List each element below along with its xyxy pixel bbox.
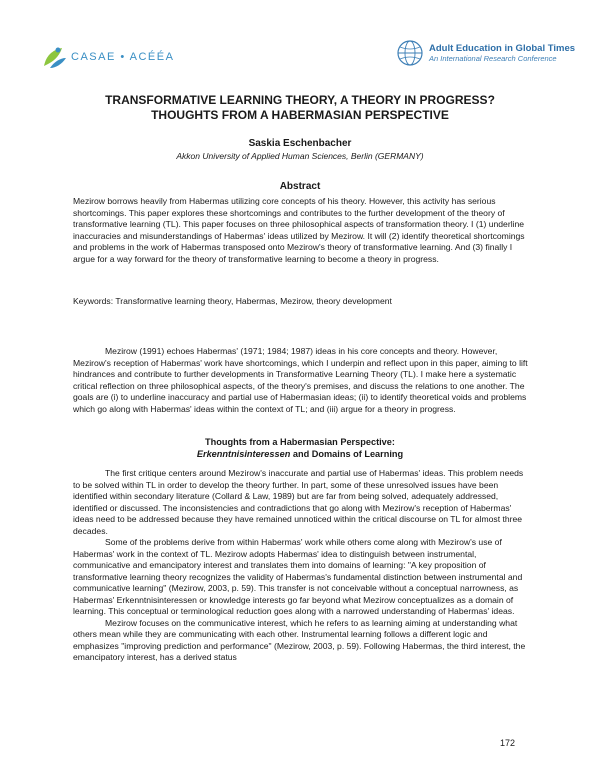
section-heading-rest: and Domains of Learning bbox=[290, 448, 404, 459]
page-number: 172 bbox=[500, 738, 516, 748]
paper-title-line2: THOUGHTS FROM A HABERMASIAN PERSPECTIVE bbox=[151, 107, 449, 122]
conference-title: Adult Education in Global Times bbox=[429, 42, 576, 54]
author-name: Saskia Eschenbacher bbox=[248, 138, 352, 149]
keywords: Keywords: Transformative learning theory, Habermas, Mezirow, theory development bbox=[73, 296, 392, 306]
body-paragraph: The first critique centers around Mezirow's inaccurate and partial use of Habermas' ideas. This problem needs to be solved within TL in order to develop the theory further. In part, some of these unresolved issues have been identified within secondary literature (Collard & Law, 1989) but are far from being solved, adequately addressed, identified or discussed. The inconsistencies and contradictions that go along with Mezirow's reception of Habermas' ideas need to be addressed because they have remained unnoticed within the critical discourse on TL for almost three decades. bbox=[73, 468, 524, 536]
body-paragraph: Some of the problems derive from within Habermas' work while others come along with Mezirow's use of Habermas' work in the context of TL. Mezirow adopts Habermas' idea to distinguish between instrumental, communicative and emancipatory interest and translates them into domains of learning: "A key proposition of transformative learning theory recognizes the validity of Habermas's fundamental distinction between instrumental and communicative learning" (Mezirow, 2003, p. 59). This transfer is not conceivable without a conceptual narrowness, as Habermas' Erkenntnisinteressen or knowledge interests go far beyond what Mezirow conceptualizes as a domain of learning. This conceptual or terminological reduction goes along with a narrowed understanding of Habermas' ideas. bbox=[73, 537, 523, 616]
abstract-heading: Abstract bbox=[279, 181, 321, 192]
casae-logo-text: CASAE • ACÉÉA bbox=[71, 51, 175, 63]
casae-leaf-icon bbox=[40, 44, 68, 70]
section-heading-line1: Thoughts from a Habermasian Perspective: bbox=[205, 437, 395, 447]
page-header bbox=[0, 0, 600, 80]
conference-subtitle: An International Research Conference bbox=[429, 53, 557, 63]
paper-title bbox=[60, 93, 540, 122]
globe-icon bbox=[395, 38, 425, 68]
section-heading-italic: Erkenntnisinteressen bbox=[196, 448, 291, 459]
section-heading bbox=[60, 437, 540, 460]
body-paragraph: Mezirow focuses on the communicative interest, which he refers to as learning aiming at understanding what others mean while they are communicating with each other. Instrumental learning follows a different logic and emphasizes "improving prediction and performance" (Mezirow, 2003, p. 59). Following Habermas, the third interest, the emancipatory interest, has a derived status bbox=[73, 617, 526, 662]
paper-title-line1: TRANSFORMATIVE LEARNING THEORY, A THEORY IN PROGRESS? bbox=[105, 93, 495, 107]
casae-logo bbox=[40, 44, 174, 70]
author-affiliation: Akkon University of Applied Human Sciences, Berlin (GERMANY) bbox=[176, 151, 424, 161]
conference-logo bbox=[395, 38, 575, 68]
abstract-text: Mezirow borrows heavily from Habermas utilizing core concepts of his theory. However, this activity has serious shortcomings. This paper explores these shortcomings and contributes to the further development of the theory of transformative learning (TL). This paper focuses on three philosophical aspects of transformation theory. I (1) underline inaccuracies and misunderstandings of Habermas' ideas utilized by Mezirow. It will (2) identify theoretical shortcomings and problems in the work of Habermas transposed onto Mezirow's theory of transformative learning. And (3) finally I argue for a way forward for the theory of transformative learning to become a theory in progress. bbox=[73, 196, 525, 264]
section-body bbox=[73, 468, 531, 664]
intro-paragraph: Mezirow (1991) echoes Habermas' (1971; 1984; 1987) ideas in his core concepts and theory. However, Mezirow's reception of Habermas' work have shortcomings, which I underpin and reflect upon in this paper, aiming to lift hindrances and contribute to further developments in Transformative Learning Theory (TL). I make here a systematic critical reflection on three philosophical aspects, of the theory's premises, and discuss the relations to one another. The goals are (i) to underline inaccuracy and partial use of Habermasian ideas; (ii) to identify theoretical voids and problems which go along with Habermas' ideas within the context of TL; and (iii) argue for a theory in progress. bbox=[73, 346, 528, 414]
section-heading-line2 bbox=[60, 449, 540, 461]
